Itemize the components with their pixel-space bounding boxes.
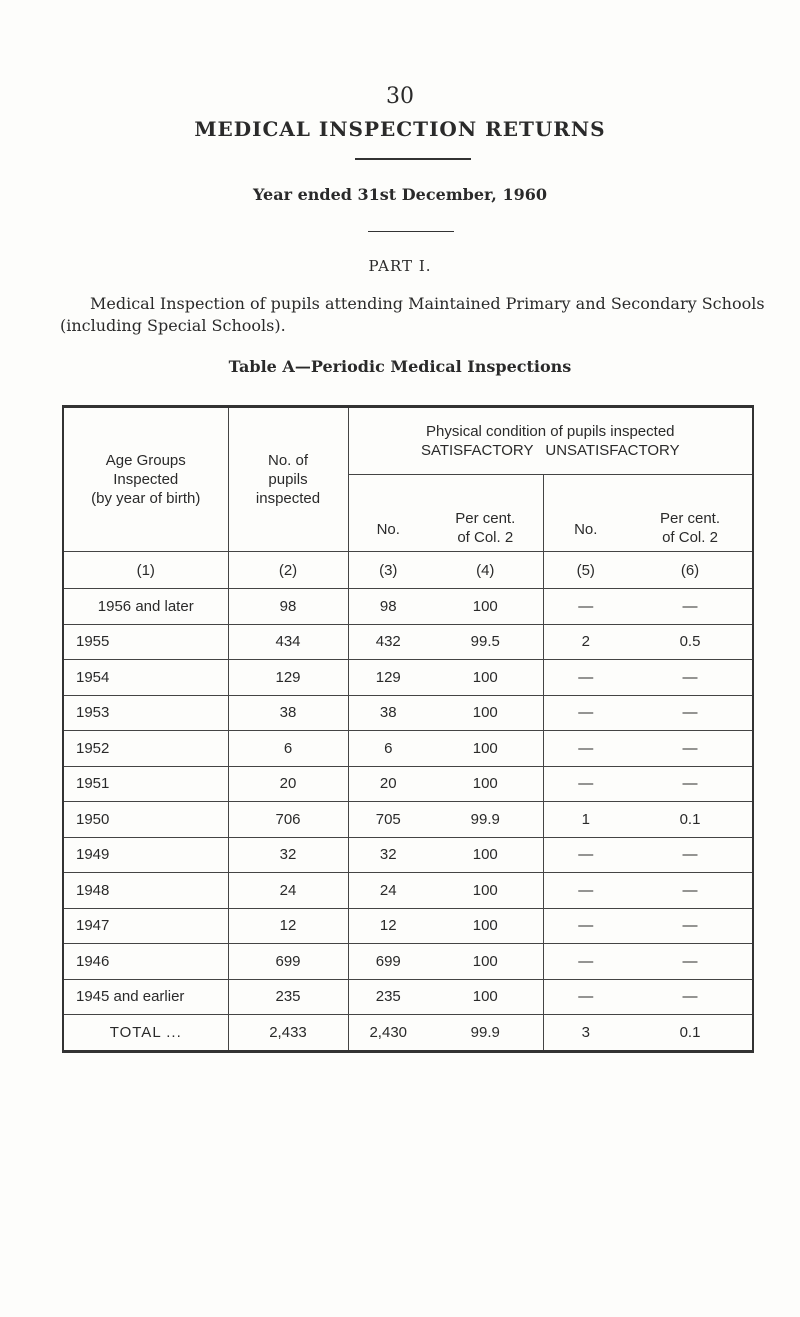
col-number-6: (6) — [628, 552, 753, 589]
table-row — [63, 624, 753, 660]
table-row — [63, 873, 753, 909]
cell-inspected: 235 — [228, 979, 348, 1015]
cell-unsat-no: — — [543, 837, 628, 873]
header-age-groups — [63, 407, 228, 552]
cell-unsat-pct: 0.1 — [628, 1015, 753, 1052]
cell-unsat-no: 3 — [543, 1015, 628, 1052]
inspection-table — [62, 405, 754, 1053]
cell-unsat-pct: 0.5 — [628, 624, 753, 660]
cell-age: 1946 — [63, 944, 228, 980]
cell-sat-pct: 100 — [428, 731, 543, 767]
title-divider — [355, 158, 471, 160]
table-row — [63, 766, 753, 802]
cell-unsat-pct: — — [628, 660, 753, 696]
cell-age: 1952 — [63, 731, 228, 767]
cell-unsat-no: — — [543, 873, 628, 909]
col-number-1: (1) — [63, 552, 228, 589]
cell-sat-no: 6 — [348, 731, 428, 767]
cell-inspected: 6 — [228, 731, 348, 767]
intro-paragraph: Medical Inspection of pupils attending Maintained Primary and Secondary Schools (including Special Schools). — [60, 294, 765, 335]
cell-sat-pct: 100 — [428, 908, 543, 944]
cell-inspected: 20 — [228, 766, 348, 802]
header-pupils-line-2: pupils — [268, 471, 308, 488]
cell-sat-pct: 100 — [428, 979, 543, 1015]
cell-sat-no: 32 — [348, 837, 428, 873]
cell-unsat-no: — — [543, 589, 628, 625]
table-row — [63, 837, 753, 873]
cell-age: 1951 — [63, 766, 228, 802]
cell-sat-pct: 99.5 — [428, 624, 543, 660]
header-unsat-pct-line-1: Per cent. — [659, 510, 721, 527]
cell-age: 1950 — [63, 802, 228, 838]
table-row — [63, 660, 753, 696]
header-sat-pct-line-1: Per cent. — [455, 510, 516, 527]
part-heading: PART I. — [368, 257, 432, 275]
header-pupils-line-3: inspected — [255, 490, 321, 507]
header-physical-condition — [348, 407, 753, 475]
cell-sat-no: 98 — [348, 589, 428, 625]
cell-unsat-no: — — [543, 695, 628, 731]
header-pupils-inspected — [228, 407, 348, 552]
cell-sat-pct: 99.9 — [428, 802, 543, 838]
document-title: MEDICAL INSPECTION RETURNS — [194, 117, 606, 141]
document-subtitle: Year ended 31st December, 1960 — [253, 185, 547, 204]
header-unsat-no: No. — [543, 475, 628, 552]
header-physical-condition-label: Physical condition of pupils inspected — [426, 423, 675, 440]
cell-unsat-no: — — [543, 944, 628, 980]
cell-age: 1955 — [63, 624, 228, 660]
cell-age: 1956 and later — [63, 589, 228, 625]
cell-unsat-no: — — [543, 766, 628, 802]
cell-inspected: 129 — [228, 660, 348, 696]
col-number-2: (2) — [228, 552, 348, 589]
cell-sat-no: 2,430 — [348, 1015, 428, 1052]
cell-inspected: 706 — [228, 802, 348, 838]
cell-sat-no: 129 — [348, 660, 428, 696]
header-unsatisfactory: UNSATISFACTORY — [545, 442, 680, 459]
col-number-5: (5) — [543, 552, 628, 589]
cell-age: 1954 — [63, 660, 228, 696]
cell-sat-no: 705 — [348, 802, 428, 838]
table-row — [63, 802, 753, 838]
cell-unsat-no: 1 — [543, 802, 628, 838]
cell-sat-pct: 100 — [428, 660, 543, 696]
header-age-line-1: Age Groups — [105, 452, 186, 469]
subtitle-divider — [368, 231, 454, 232]
table-row — [63, 944, 753, 980]
cell-sat-no: 38 — [348, 695, 428, 731]
cell-inspected: 12 — [228, 908, 348, 944]
header-sat-no: No. — [348, 475, 428, 552]
header-sat-pct — [428, 475, 543, 552]
cell-sat-no: 12 — [348, 908, 428, 944]
cell-age: 1953 — [63, 695, 228, 731]
cell-sat-pct: 100 — [428, 766, 543, 802]
header-pupils-line-1: No. of — [267, 452, 309, 469]
header-unsat-pct-line-2: of Col. 2 — [662, 529, 718, 546]
cell-unsat-pct: — — [628, 979, 753, 1015]
cell-sat-pct: 99.9 — [428, 1015, 543, 1052]
cell-sat-no: 699 — [348, 944, 428, 980]
cell-unsat-pct: — — [628, 695, 753, 731]
page-number: 30 — [386, 84, 414, 109]
cell-age: 1947 — [63, 908, 228, 944]
header-unsat-pct — [628, 475, 753, 552]
table-title: Table A—Periodic Medical Inspections — [228, 357, 572, 376]
cell-sat-pct: 100 — [428, 695, 543, 731]
table-row — [63, 731, 753, 767]
table-row — [63, 695, 753, 731]
cell-inspected: 32 — [228, 837, 348, 873]
cell-unsat-no: — — [543, 731, 628, 767]
table-body — [63, 589, 753, 1052]
cell-unsat-pct: — — [628, 944, 753, 980]
cell-unsat-no: — — [543, 660, 628, 696]
cell-sat-no: 24 — [348, 873, 428, 909]
table-row — [63, 589, 753, 625]
cell-unsat-no: 2 — [543, 624, 628, 660]
cell-age: 1948 — [63, 873, 228, 909]
cell-unsat-pct: — — [628, 589, 753, 625]
cell-age: TOTAL ... — [63, 1015, 228, 1052]
cell-inspected: 98 — [228, 589, 348, 625]
cell-age: 1949 — [63, 837, 228, 873]
cell-sat-pct: 100 — [428, 944, 543, 980]
table-row — [63, 979, 753, 1015]
header-age-line-2: Inspected — [113, 471, 179, 488]
cell-sat-pct: 100 — [428, 589, 543, 625]
cell-unsat-pct: — — [628, 908, 753, 944]
table-row — [63, 908, 753, 944]
cell-unsat-pct: — — [628, 837, 753, 873]
cell-inspected: 24 — [228, 873, 348, 909]
col-number-4: (4) — [428, 552, 543, 589]
cell-inspected: 699 — [228, 944, 348, 980]
cell-unsat-pct: — — [628, 731, 753, 767]
cell-unsat-no: — — [543, 908, 628, 944]
cell-sat-no: 235 — [348, 979, 428, 1015]
cell-sat-no: 432 — [348, 624, 428, 660]
cell-sat-pct: 100 — [428, 837, 543, 873]
header-sat-pct-line-2: of Col. 2 — [457, 529, 514, 546]
cell-unsat-pct: 0.1 — [628, 802, 753, 838]
cell-inspected: 434 — [228, 624, 348, 660]
cell-sat-no: 20 — [348, 766, 428, 802]
cell-age: 1945 and earlier — [63, 979, 228, 1015]
header-satisfactory: SATISFACTORY — [420, 442, 534, 459]
header-age-line-3: (by year of birth) — [91, 490, 201, 507]
cell-sat-pct: 100 — [428, 873, 543, 909]
cell-inspected: 2,433 — [228, 1015, 348, 1052]
col-number-3: (3) — [348, 552, 428, 589]
total-row — [63, 1015, 753, 1052]
cell-unsat-pct: — — [628, 766, 753, 802]
cell-unsat-pct: — — [628, 873, 753, 909]
header-status-labels — [349, 441, 753, 460]
cell-inspected: 38 — [228, 695, 348, 731]
cell-unsat-no: — — [543, 979, 628, 1015]
